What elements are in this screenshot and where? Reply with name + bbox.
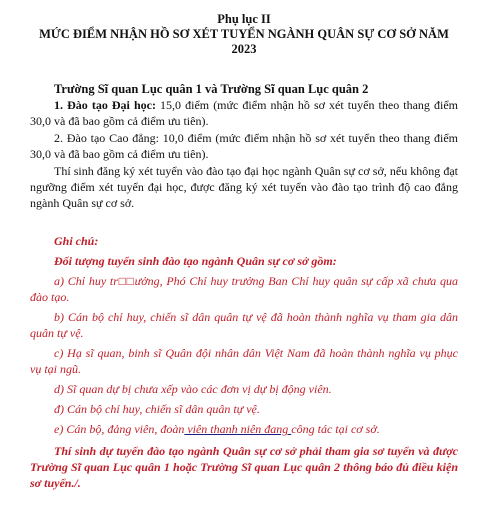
notes-block bbox=[30, 233, 458, 491]
note-item-b bbox=[30, 309, 458, 341]
note-item-dd-text: đ) Cán bộ chỉ huy, chiến sĩ dân quân tự vệ. bbox=[54, 402, 260, 416]
note-item-c-text: c) Hạ sĩ quan, binh sĩ Quân đội nhân dân Việt Nam đã hoàn thành nghĩa vụ phục vụ tại ngũ. bbox=[30, 346, 458, 376]
item-university-level: Đại học: bbox=[111, 98, 156, 112]
notes-subtitle: Đối tượng tuyển sinh đào tạo ngành Quân sự cơ sở gồm: bbox=[54, 254, 337, 268]
item-university-prefix: 1. Đào tạo bbox=[54, 98, 112, 112]
note-item-e bbox=[30, 421, 458, 437]
note-final-text: Thí sinh dự tuyển đào tạo ngành Quân sự cơ sở phải tham gia sơ tuyển và được Trường Sĩ quan Lục quân 1 hoặc Trường Sĩ quan Lục quân 2 thông báo đủ điều kiện sơ tuyển./. bbox=[30, 444, 458, 490]
section-paragraph-text: Thí sinh đăng ký xét tuyển vào đào tạo đại học ngành Quân sự cơ sở, nếu không đạt ngưỡng điểm xét tuyển đại học, được đăng ký xét tuyển vào đào tạo trình độ cao đẳng ngành Quân sự cơ sở. bbox=[30, 164, 458, 210]
note-item-a-text: a) Chỉ huy tr□□ưởng, Phó Chỉ huy trưởng Ban Chỉ huy quân sự cấp xã chưa qua đào tạo. bbox=[30, 274, 458, 304]
note-item-d-text: d) Sĩ quan dự bị chưa xếp vào các đơn vị dự bị động viên. bbox=[54, 382, 332, 396]
note-item-dd bbox=[30, 401, 458, 417]
appendix-label: Phụ lục II bbox=[217, 12, 271, 26]
section-paragraph bbox=[30, 163, 458, 211]
note-item-e-before: e) Cán bộ, đảng viên, đoàn bbox=[54, 422, 185, 436]
section-title: Trường Sĩ quan Lục quân 1 và Trường Sĩ quan Lục quân 2 bbox=[54, 82, 369, 96]
note-item-c bbox=[30, 345, 458, 377]
note-item-e-underlined: viên thanh niên đang bbox=[184, 422, 292, 436]
note-item-e-after: công tác tại cơ sở. bbox=[291, 422, 380, 436]
document-title-line2: 2023 bbox=[231, 42, 257, 56]
note-item-a bbox=[30, 273, 458, 305]
item-university-text: 15,0 điểm (mức điểm nhận hồ sơ xét tuyển theo thang điểm 30,0 và đã bao gồm cả điểm ưu tiên). bbox=[30, 98, 458, 128]
item-college bbox=[30, 130, 458, 162]
item-university bbox=[30, 97, 458, 129]
item-college-text: 2. Đào tạo Cao đẳng: 10,0 điểm (mức điểm nhận hồ sơ xét tuyển theo thang điểm 30,0 và đã bao gồm cả điểm ưu tiên). bbox=[30, 131, 458, 161]
note-final bbox=[30, 443, 458, 491]
notes-title: Ghi chú: bbox=[54, 234, 99, 248]
document-title-line1: MỨC ĐIỂM NHẬN HỒ SƠ XÉT TUYỂN NGÀNH QUÂN SỰ CƠ SỞ NĂM bbox=[39, 27, 449, 41]
note-item-d bbox=[30, 381, 458, 397]
note-item-b-text: b) Cán bộ chỉ huy, chiến sĩ dân quân tự vệ đã hoàn thành nghĩa vụ tham gia dân quân tự vệ. bbox=[30, 310, 458, 340]
